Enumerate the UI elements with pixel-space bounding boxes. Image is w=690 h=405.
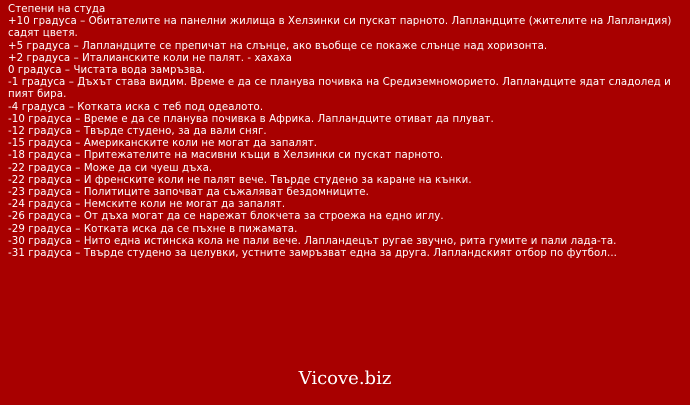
joke-title: Степени на студа <box>8 4 106 15</box>
joke-line-minus26: -26 градуса – От дъха могат да се нарежат блокчета за строежа на едно иглу. <box>8 211 444 223</box>
joke-line-minus24: -24 градуса – Немските коли не могат да запалят. <box>8 199 286 211</box>
joke-line-minus23: -23 градуса – Политиците започват да съжаляват бездомниците. <box>8 187 370 199</box>
joke-line-minus10: -10 градуса – Време е да се планува почивка в Африка. Лапландците отиват да плуват. <box>8 113 494 125</box>
joke-line-minus12: -12 градуса – Твърде студено, за да вали сняг. <box>8 126 267 138</box>
joke-line-minus31: -31 градуса – Твърде студено за целувки, устните замръзват една за друга. Лапландският отбор по футбол... <box>8 248 617 260</box>
joke-line-minus22b: -22 градуса – И френските коли не палят вече. Твърде студено за каране на кънки. <box>8 174 472 186</box>
joke-line-minus22a: -22 градуса – Може да си чуеш дъха. <box>8 162 213 174</box>
joke-line-plus5: +5 градуса – Лапландците се препичат на слънце, ако въобще се покаже слънце над хоризонта. <box>8 40 548 52</box>
site-watermark: Vicove.biz <box>298 368 392 389</box>
joke-line-minus29: -29 градуса – Котката иска да се пъхне в пижамата. <box>8 223 298 235</box>
joke-line-minus4: -4 градуса – Котката иска с теб под одеалото. <box>8 101 264 113</box>
joke-line-minus1: -1 градуса – Дъхът става видим. Време е да се планува почивка на Средиземноморието. Лапландците ядат сладолед и пият бира. <box>8 77 671 101</box>
joke-line-plus10: +10 градуса – Обитателите на панелни жилища в Хелзинки си пускат парното. Лапландците (жителите на Лапландия) садят цветя. <box>8 16 672 40</box>
joke-line-plus2: +2 градуса – Италианските коли не палят. - хахаха <box>8 52 292 64</box>
joke-text <box>8 4 684 260</box>
joke-line-minus18: -18 градуса – Притежателите на масивни къщи в Хелзинки си пускат парното. <box>8 150 444 162</box>
joke-line-minus15: -15 градуса – Американските коли не могат да запалят. <box>8 138 318 150</box>
joke-line-0: 0 градуса – Чистата вода замръзва. <box>8 65 206 77</box>
joke-line-minus30: -30 градуса – Нито една истинска кола не пали вече. Лапландецът ругае звучно, рита гумите и пали лада-та. <box>8 235 617 247</box>
